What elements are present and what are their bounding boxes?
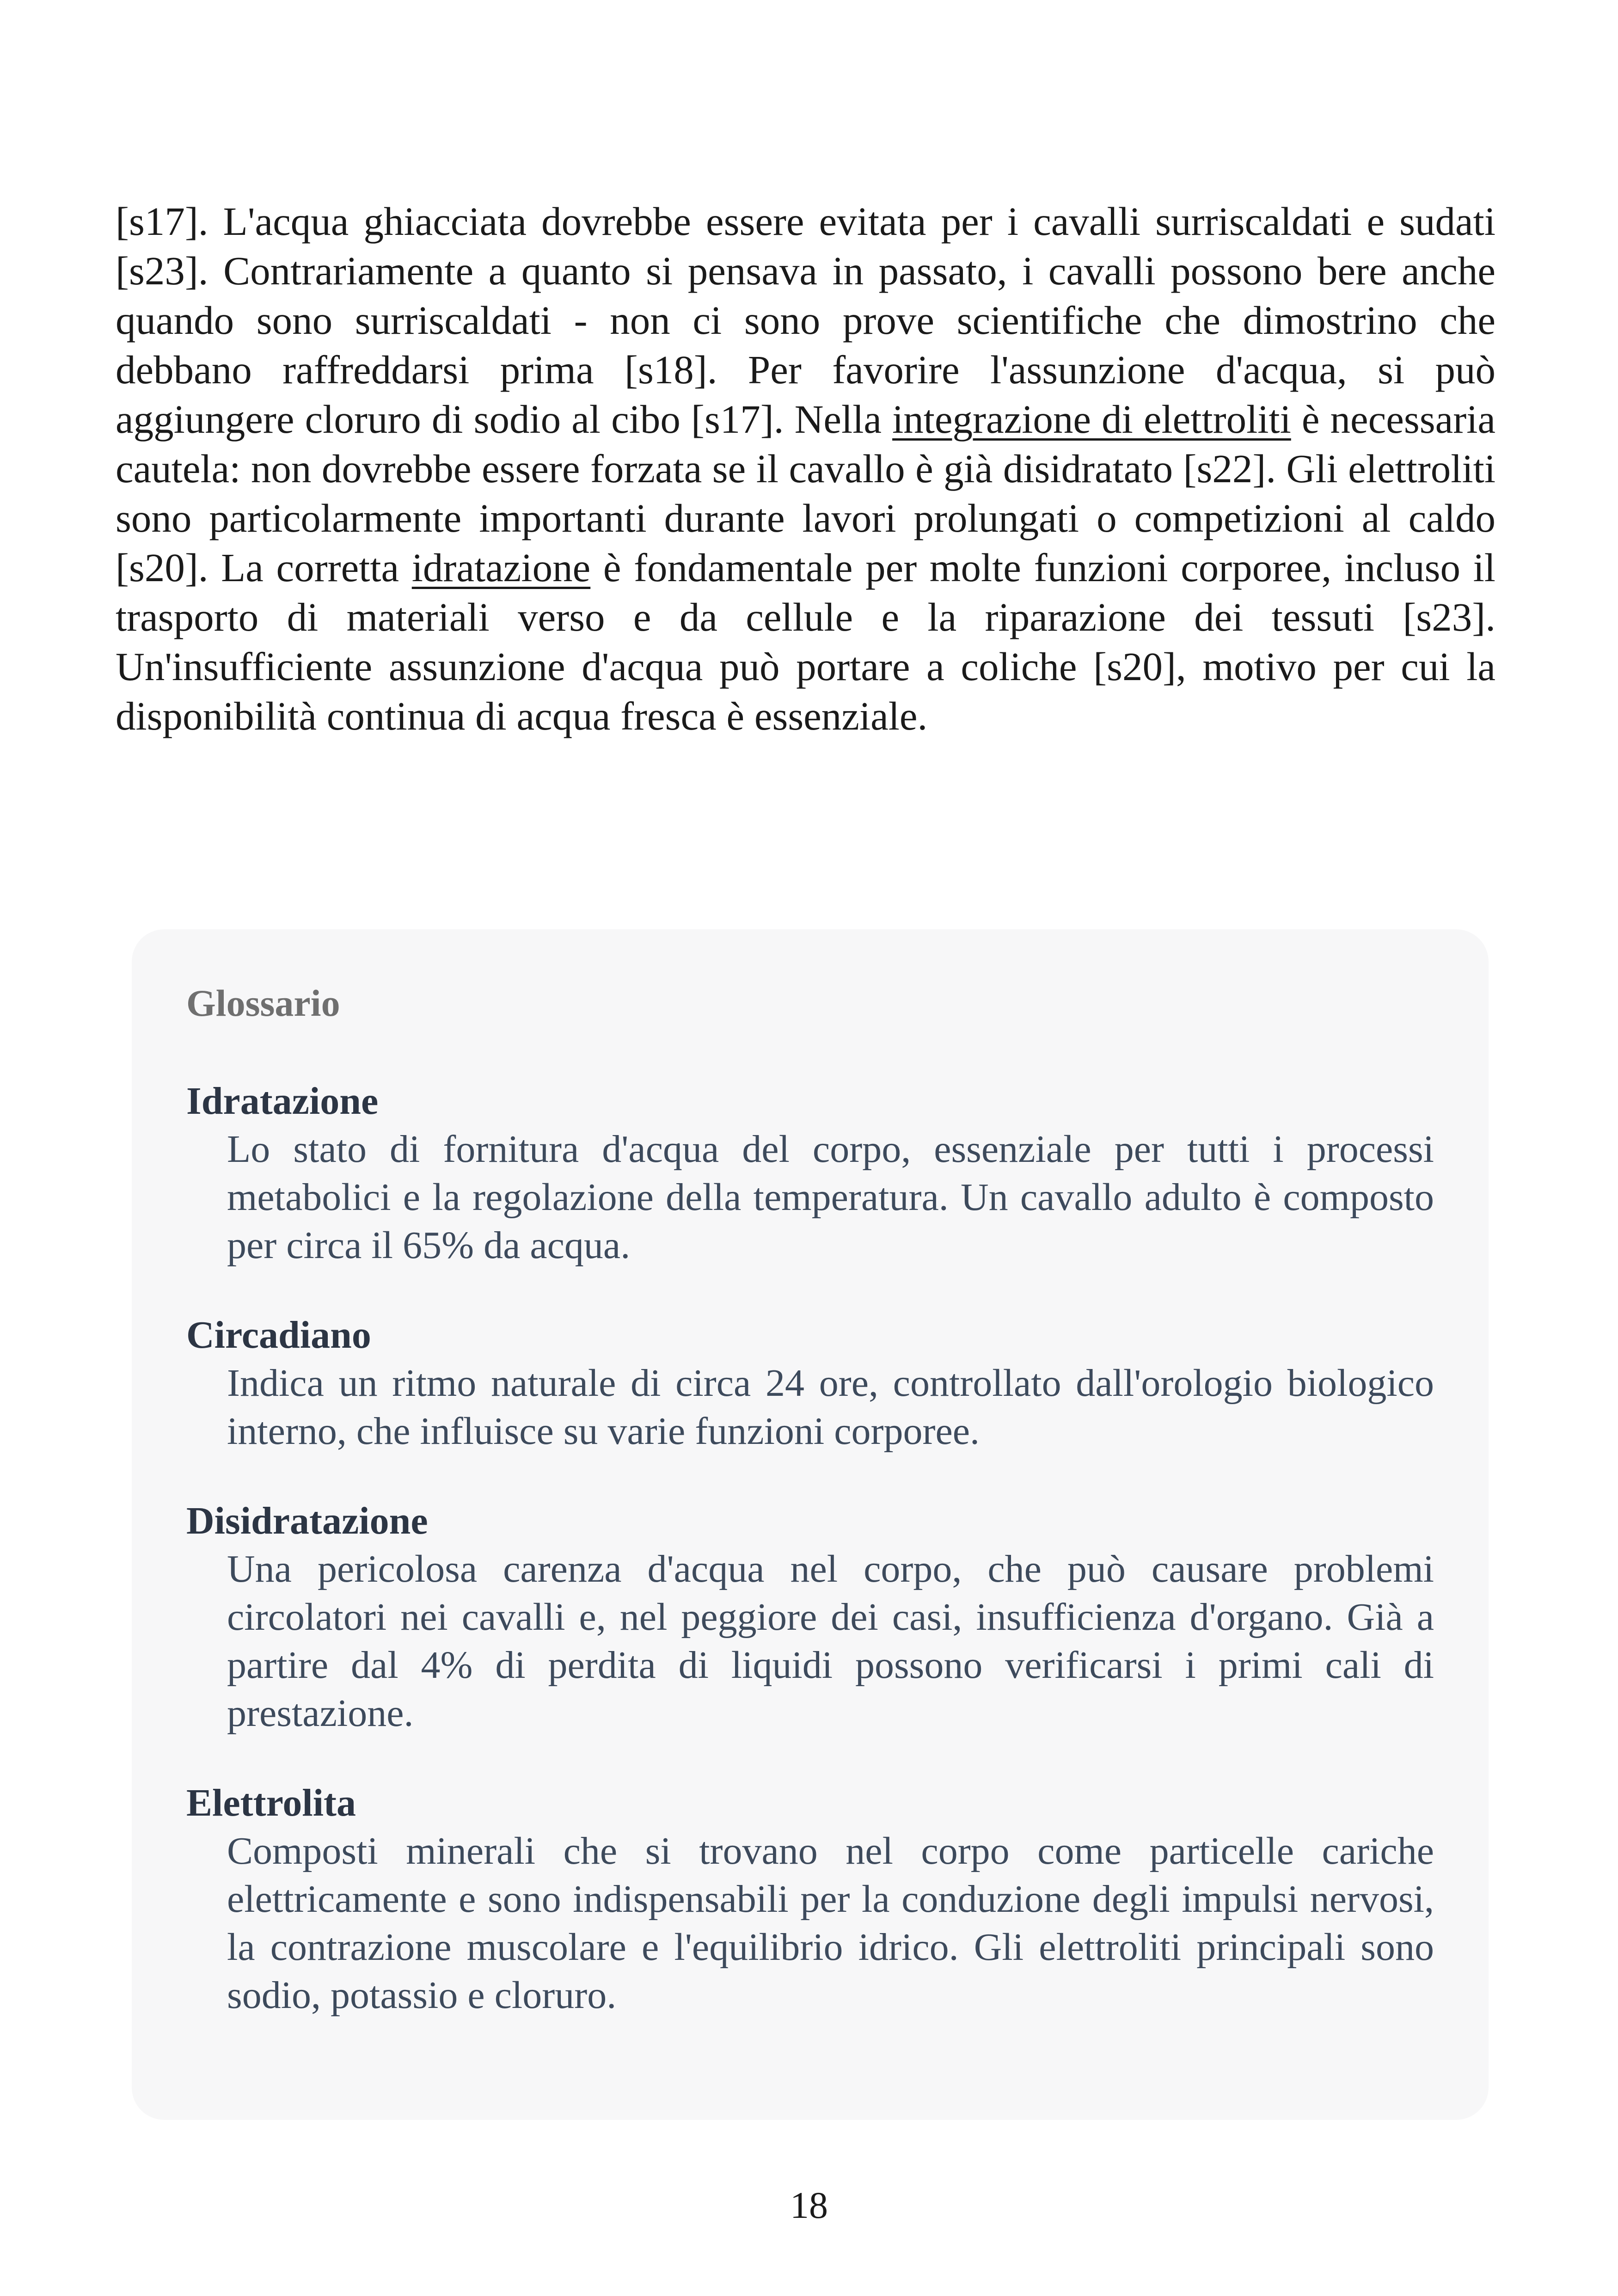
glossary-box: [132, 929, 1489, 2120]
glossary-definition: Lo stato di fornitura d'acqua del corpo, essenziale per tutti i processi metabolici e la regolazione della temperatura. Un cavallo adulto è composto per circa il 65% da acqua.: [227, 1128, 1434, 1267]
body-text-part-1: [s17]. L'acqua ghiacciata dovrebbe essere evitata per i cavalli surriscaldati e sudati [s23]. Contrariamente a quanto si pensava in passato, i cavalli possono bere anche quando sono surriscaldati - non ci sono prove scientifiche che dimostrino che debbano raffreddarsi prima [s18]. Per favorire l'assunzione d'acqua, si può aggiungere cloruro di sodio al cibo [s17]. Nella: [116, 199, 1495, 442]
link-integrazione-elettroliti[interactable]: integrazione di elettroliti: [892, 397, 1291, 442]
glossary-term: Circadiano: [186, 1314, 371, 1357]
glossary-term: Idratazione: [186, 1080, 379, 1123]
body-paragraph: [116, 196, 1495, 741]
body-text-part-3: è fondamentale per molte funzioni corporee, incluso il trasporto di materiali verso e da cellule e la riparazione dei tessuti [s23]. Un'insufficiente assunzione d'acqua può portare a coliche [s20], motivo per cui la disponibilità continua di acqua fresca è essenziale.: [116, 545, 1495, 738]
glossary-entry-elettrolita: [186, 1779, 1434, 2020]
glossary-term: Disidratazione: [186, 1499, 428, 1542]
glossary-definition: Una pericolosa carenza d'acqua nel corpo, che può causare problemi circolatori nei cavalli e, nel peggiore dei casi, insufficienza d'organo. Già a partire dal 4% di perdita di liquidi possono verificarsi i primi cali di prestazione.: [227, 1547, 1434, 1735]
glossary-definition: Indica un ritmo naturale di circa 24 ore, controllato dall'orologio biologico interno, che influisce su varie funzioni corporee.: [227, 1362, 1434, 1453]
link-idratazione[interactable]: idratazione: [411, 545, 591, 590]
glossary-entry-disidratazione: [186, 1497, 1434, 1737]
glossary-entry-idratazione: [186, 1077, 1434, 1270]
glossary-entry-circadiano: [186, 1311, 1434, 1455]
body-text-part-2: è necessaria cautela: non dovrebbe essere forzata se il cavallo è già disidratato [s22]. Gli elettroliti sono particolarmente importanti durante lavori prolungati o competizioni al caldo [s20]. La corretta: [116, 397, 1495, 590]
page-number: 18: [790, 2184, 828, 2226]
glossary-title: Glossario: [186, 982, 340, 1024]
glossary-definition: Composti minerali che si trovano nel corpo come particelle cariche elettricamente e sono indispensabili per la conduzione degli impulsi nervosi, la contrazione muscolare e l'equilibrio idrico. Gli elettroliti principali sono sodio, potassio e cloruro.: [227, 1829, 1434, 2017]
glossary-term: Elettrolita: [186, 1781, 356, 1824]
